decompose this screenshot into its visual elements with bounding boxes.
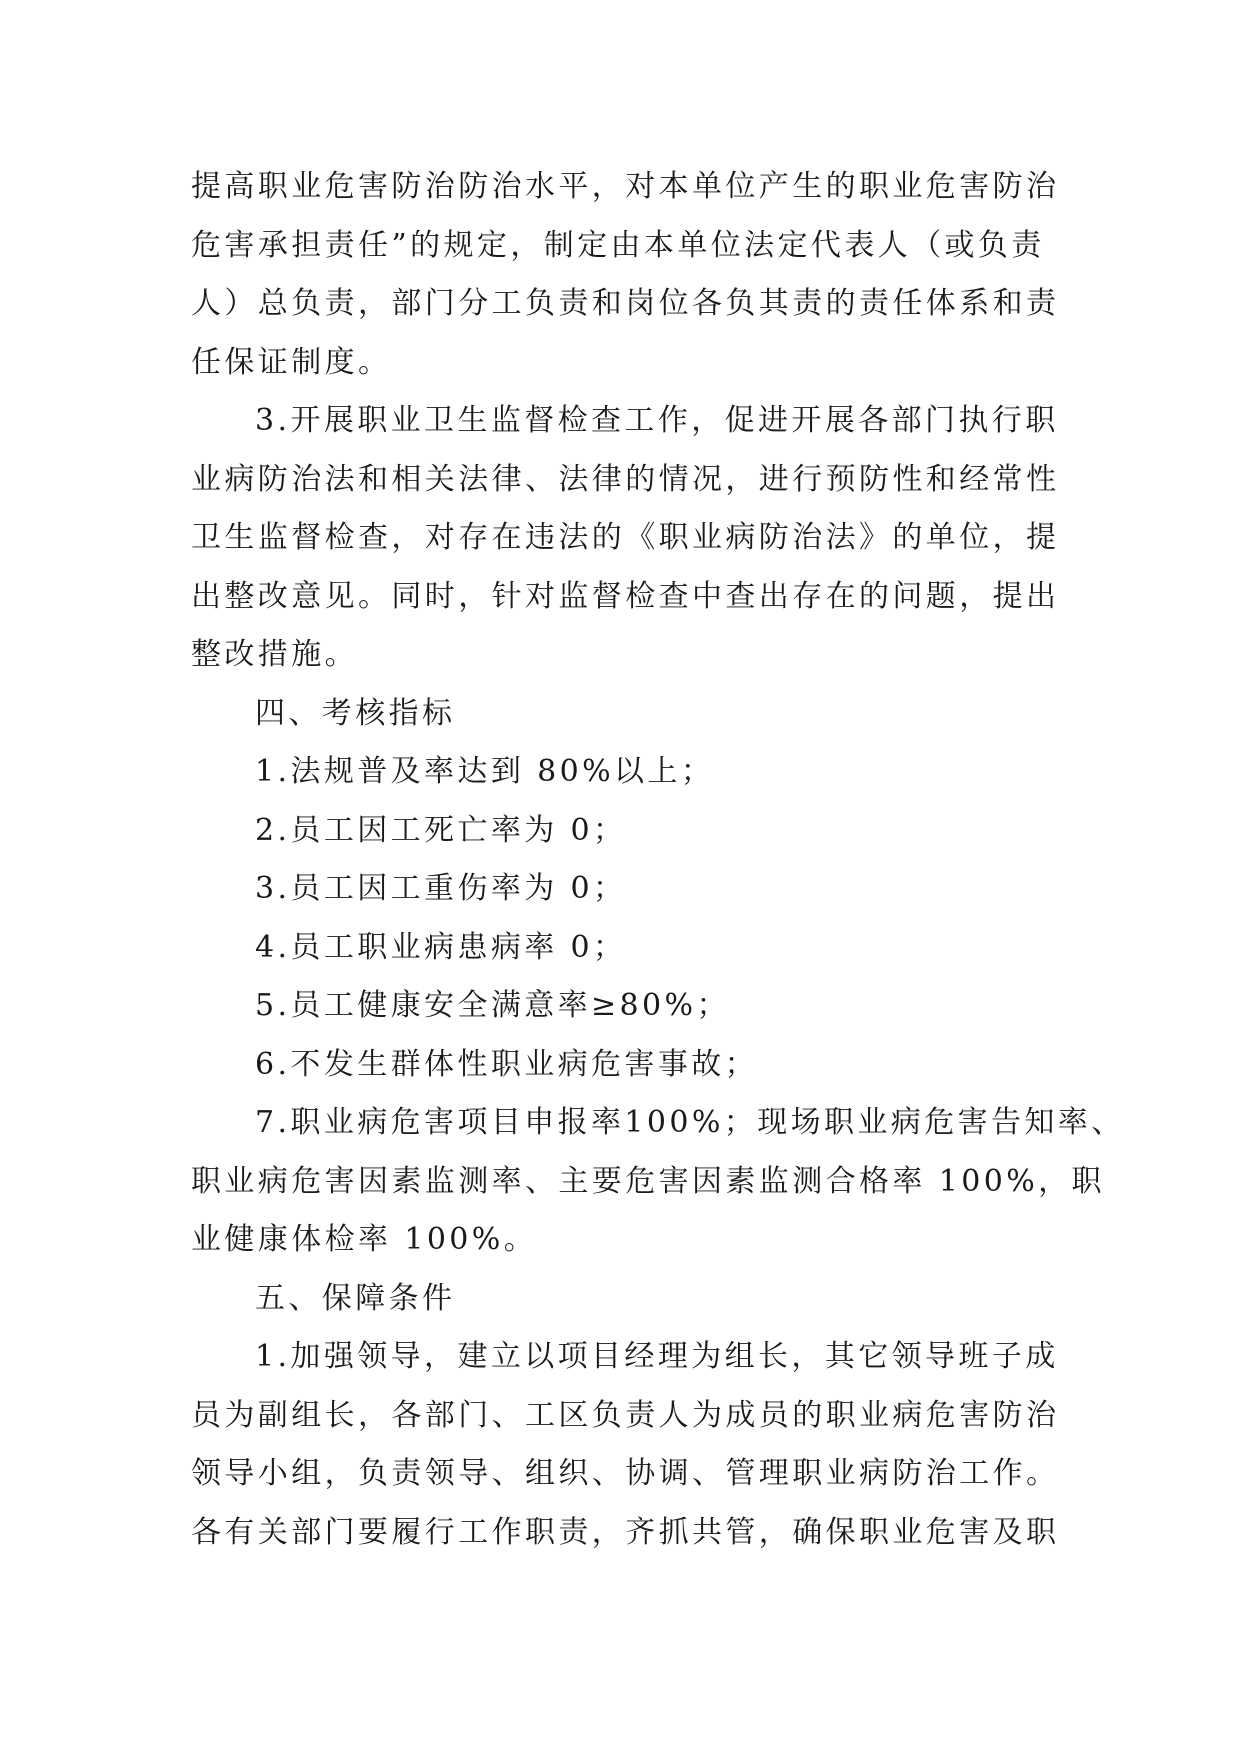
document-body (191, 158, 1125, 1562)
list-item: 4.员工职业病患病率 0； (255, 929, 627, 965)
section-heading: 五、保障条件 (255, 1280, 456, 1316)
list-item: 3.员工因工重伤率为 0； (255, 871, 627, 906)
list-item: 5.员工健康安全满意率≥80%； (255, 988, 730, 1023)
text-line: 人）总负责，部门分工负责和岗位各负其责的责任体系和责 (191, 286, 1060, 321)
list-item: 7.职业病危害项目申报率100%；现场职业病危害告知率、 (255, 1105, 1125, 1140)
text-line: 整改措施。 (191, 637, 358, 672)
text-line: 各有关部门要履行工作职责，齐抓共管，确保职业危害及职 (191, 1514, 1060, 1550)
text-line: 提高职业危害防治防治水平，对本单位产生的职业危害防治 (191, 169, 1060, 204)
text-line: 员为副组长，各部门、工区负责人为成员的职业病危害防治 (191, 1397, 1060, 1433)
text-line: 危害承担责任”的规定，制定由本单位法定代表人（或负责 (191, 227, 1045, 263)
text-line: 职业病危害因素监测率、主要危害因素监测合格率 100%，职 (191, 1163, 1105, 1199)
list-item: 6.不发生群体性职业病危害事故； (255, 1046, 759, 1082)
text-line: 任保证制度。 (191, 344, 392, 380)
paragraph-start-line: 3.开展职业卫生监督检查工作，促进开展各部门执行职 (255, 403, 1059, 438)
text-line: 卫生监督检查，对存在违法的《职业病防治法》的单位，提 (191, 520, 1060, 555)
list-item: 1.法规普及率达到 80%以上； (255, 754, 715, 789)
paragraph-start-line: 1.加强领导，建立以项目经理为组长，其它领导班子成 (255, 1339, 1059, 1374)
list-item: 2.员工因工死亡率为 0； (255, 812, 627, 848)
text-line: 业健康体检率 100%。 (191, 1222, 538, 1257)
text-line: 业病防治法和相关法律、法律的情况，进行预防性和经常性 (191, 461, 1060, 497)
section-heading: 四、考核指标 (255, 695, 456, 731)
text-line: 领导小组，负责领导、组织、协调、管理职业病防治工作。 (191, 1456, 1060, 1491)
text-line: 出整改意见。同时，针对监督检查中查出存在的问题，提出 (191, 578, 1060, 614)
